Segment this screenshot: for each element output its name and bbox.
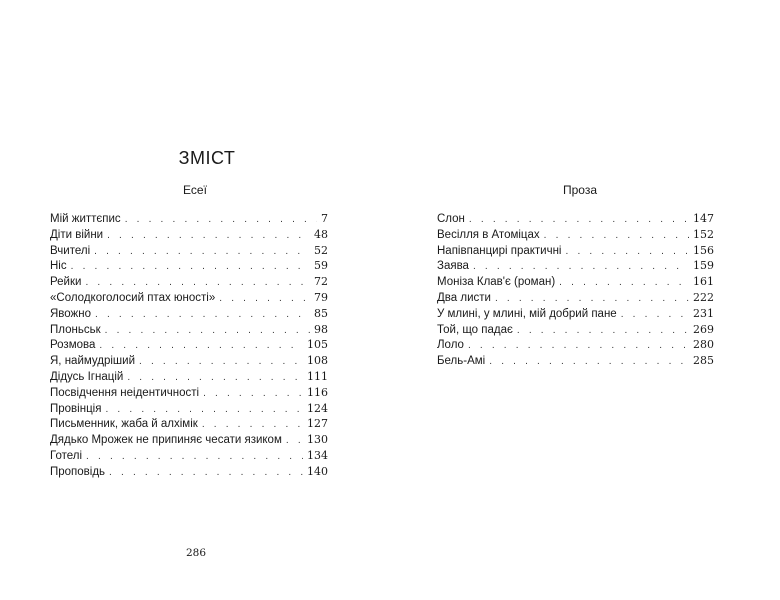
entry-title: Готелі [50, 449, 83, 462]
entry-title: Провінція [50, 402, 102, 415]
entry-title: Ніс [50, 260, 67, 273]
entry-page: 140 [307, 464, 328, 478]
entry-page: 152 [693, 227, 714, 241]
entry-title: Плоньськ [50, 323, 101, 336]
toc-entry [50, 290, 328, 306]
dot-leader [219, 291, 310, 307]
dot-leader [202, 417, 303, 433]
toc-entry [50, 464, 328, 480]
entry-title: Напівпанцирі практичні [437, 244, 562, 257]
dot-leader [559, 275, 689, 291]
entry-page: 134 [307, 448, 328, 462]
entry-title: Посвідчення неідентичності [50, 386, 200, 399]
entry-page: 85 [314, 306, 328, 320]
entry-page: 52 [314, 243, 328, 257]
entry-title: Вчителі [50, 244, 91, 257]
dot-leader [473, 259, 689, 275]
dot-leader [495, 291, 689, 307]
toc-entry [437, 353, 714, 369]
toc-entry [437, 211, 714, 227]
entry-title: Діти війни [50, 228, 104, 241]
dot-leader [544, 228, 689, 244]
dot-leader [468, 338, 689, 354]
entry-title: Розмова [50, 339, 96, 352]
dot-leader [107, 228, 310, 244]
toc-entry [50, 385, 328, 401]
dot-leader [286, 433, 303, 449]
entry-page: 72 [314, 275, 328, 289]
dot-leader [94, 244, 310, 260]
toc-entry [437, 337, 714, 353]
entry-title: Письменник, жаба й алхімік [50, 418, 198, 431]
toc-entry [437, 306, 714, 322]
dot-leader [105, 402, 303, 418]
toc-entry [50, 211, 328, 227]
dot-leader [469, 212, 689, 228]
entry-page: 269 [693, 322, 714, 336]
page-title: ЗМІСТ [178, 148, 236, 168]
toc-entry [50, 369, 328, 385]
toc-entry [50, 432, 328, 448]
entry-page: 111 [307, 369, 328, 383]
toc-entry [50, 258, 328, 274]
entry-page: 159 [693, 259, 714, 273]
entry-title: Дядько Мрожек не припиняє чесати язиком [50, 434, 282, 447]
dot-leader [125, 212, 317, 228]
dot-leader [109, 465, 303, 481]
entry-title: Дідусь Ігнацій [50, 370, 124, 383]
toc-entry [50, 243, 328, 259]
entry-page: 59 [314, 259, 328, 273]
toc-entry [437, 274, 714, 290]
dot-leader [85, 275, 310, 291]
entry-title: Два листи [437, 291, 491, 304]
dot-leader [566, 244, 690, 260]
entry-title: Явожно [50, 307, 91, 320]
entry-page: 147 [693, 212, 714, 225]
entry-page: 222 [693, 290, 714, 304]
toc-entry [50, 322, 328, 338]
dot-leader [127, 370, 303, 386]
dot-leader [139, 354, 303, 370]
entry-page: 108 [307, 354, 328, 368]
toc-entry [437, 322, 714, 338]
dot-leader [86, 449, 303, 465]
toc-entry [50, 337, 328, 353]
entry-title: Лоло [437, 339, 464, 352]
entry-title: Заява [437, 260, 469, 273]
entry-page: 127 [307, 417, 328, 431]
section-title-essays: Есеї [183, 183, 207, 197]
entry-page: 48 [314, 227, 328, 241]
entry-title: Слон [437, 213, 465, 225]
entry-page: 130 [307, 433, 328, 447]
dot-leader [203, 386, 303, 402]
dot-leader [105, 323, 310, 339]
entry-title: Я, наймудріший [50, 355, 136, 368]
entry-title: Весілля в Атоміцах [437, 228, 540, 241]
entry-page: 105 [307, 338, 328, 352]
toc-entry [50, 416, 328, 432]
entry-page: 7 [321, 212, 328, 225]
dot-leader [621, 307, 689, 323]
entry-title: Проповідь [50, 465, 106, 478]
entry-page: 124 [307, 401, 328, 415]
toc-entry [50, 353, 328, 369]
entry-title: «Солодкоголосий птах юності» [50, 291, 216, 304]
entry-page: 156 [693, 243, 714, 257]
toc-entry [50, 401, 328, 417]
toc-entry [437, 290, 714, 306]
toc-entry [50, 274, 328, 290]
entry-title: Моніза Клав'є (роман) [437, 276, 556, 289]
entry-page: 79 [314, 290, 328, 304]
toc-entry [437, 227, 714, 243]
dot-leader [71, 259, 310, 275]
dot-leader [95, 307, 310, 323]
entry-page: 98 [314, 322, 328, 336]
dot-leader [517, 323, 689, 339]
entry-page: 161 [693, 275, 714, 289]
dot-leader [489, 354, 689, 370]
toc-list-essays [50, 211, 328, 480]
toc-entry [50, 227, 328, 243]
entry-page: 231 [693, 306, 714, 320]
toc-entry [50, 306, 328, 322]
entry-title: Рейки [50, 276, 82, 289]
entry-title: У млині, у млині, мій добрий пане [437, 307, 617, 320]
entry-page: 285 [693, 354, 714, 368]
toc-entry [50, 448, 328, 464]
toc-entry [437, 243, 714, 259]
entry-title: Мій життєпис [50, 213, 121, 225]
entry-page: 116 [307, 385, 328, 399]
entry-title: Бель-Амі [437, 355, 486, 368]
toc-list-prose [437, 211, 714, 369]
entry-title: Той, що падає [437, 323, 513, 336]
section-title-prose: Проза [562, 183, 597, 197]
dot-leader [99, 338, 303, 354]
entry-page: 280 [693, 338, 714, 352]
toc-entry [437, 258, 714, 274]
page-number: 286 [185, 547, 207, 559]
